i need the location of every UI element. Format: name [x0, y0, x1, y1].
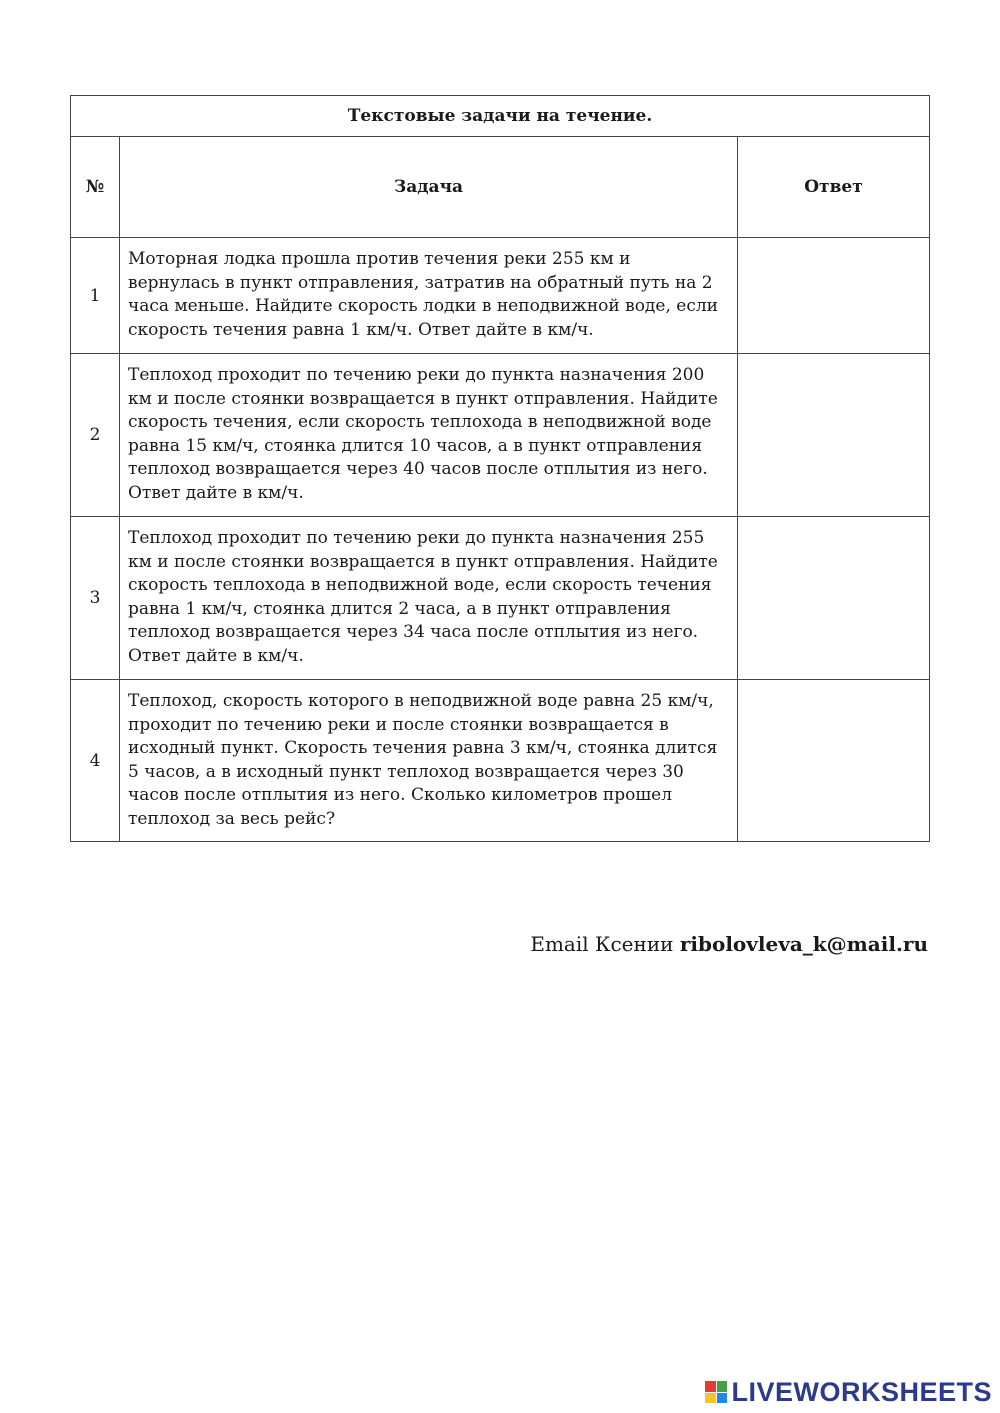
task-text — [120, 680, 738, 842]
task-line: км и после стоянки возвращается в пункт отправления. Найдите — [128, 388, 718, 409]
header-number: № — [71, 137, 120, 238]
task-text — [120, 517, 738, 680]
task-text — [120, 238, 738, 354]
task-line: равна 15 км/ч, стоянка длится 10 часов, а в пункт отправления — [128, 435, 703, 456]
task-line: скорость течения, если скорость теплохода в неподвижной воде — [128, 412, 712, 432]
answer-input-4[interactable] — [738, 751, 929, 771]
task-line: Моторная лодка прошла против течения реки 255 км и — [128, 249, 631, 269]
header-task: Задача — [120, 137, 738, 238]
answer-input-1[interactable] — [738, 286, 929, 306]
task-line: исходный пункт. Скорость течения равна 3 км/ч, стоянка длится — [128, 738, 718, 758]
task-line: теплоход за весь рейс? — [128, 808, 336, 829]
task-line: 5 часов, а в исходный пункт теплоход возвращается через 30 — [128, 761, 684, 782]
task-number: 4 — [71, 680, 120, 842]
logo-tile — [705, 1381, 716, 1392]
task-line: Ответ дайте в км/ч. — [128, 482, 304, 503]
task-line: Ответ дайте в км/ч. — [128, 645, 304, 666]
logo-tile — [705, 1393, 716, 1404]
answer-cell[interactable] — [738, 517, 930, 680]
email-address[interactable]: ribolovleva_k@mail.ru — [679, 932, 928, 956]
task-line: теплоход возвращается через 34 часа после отплытия из него. — [128, 622, 699, 642]
table-row — [71, 517, 930, 680]
liveworksheets-brand[interactable] — [705, 1377, 992, 1407]
logo-tile — [717, 1381, 728, 1392]
table-row — [71, 680, 930, 842]
task-line: Теплоход проходит по течению реки до пункта назначения 200 — [128, 365, 705, 385]
task-line: скорость теплохода в неподвижной воде, если скорость течения — [128, 575, 712, 595]
task-line: часа меньше. Найдите скорость лодки в неподвижной воде, если — [128, 296, 718, 316]
brand-text: LIVEWORKSHEETS — [731, 1376, 992, 1407]
task-number: 3 — [71, 517, 120, 680]
task-number: 1 — [71, 238, 120, 354]
task-line: скорость течения равна 1 км/ч. Ответ дайте в км/ч. — [128, 319, 594, 340]
liveworksheets-logo-icon — [705, 1381, 727, 1403]
task-text — [120, 354, 738, 517]
task-line: проходит по течению реки и после стоянки возвращается в — [128, 714, 669, 735]
task-line: Теплоход, скорость которого в неподвижной воде равна 25 км/ч, — [128, 691, 714, 711]
answer-cell[interactable] — [738, 354, 930, 517]
logo-tile — [717, 1393, 728, 1404]
answer-cell[interactable] — [738, 238, 930, 354]
task-line: км и после стоянки возвращается в пункт отправления. Найдите — [128, 551, 718, 572]
task-line: равна 1 км/ч, стоянка длится 2 часа, а в пункт отправления — [128, 598, 671, 619]
task-line: часов после отплытия из него. Сколько километров прошел — [128, 785, 673, 805]
table-title-row — [71, 96, 930, 137]
author-email-line — [530, 932, 928, 956]
table-title: Текстовые задачи на течение. — [71, 96, 930, 137]
answer-input-2[interactable] — [738, 425, 929, 445]
task-line: теплоход возвращается через 40 часов после отплытия из него. — [128, 459, 708, 479]
email-prefix: Email Ксении — [530, 932, 680, 956]
table-row — [71, 354, 930, 517]
task-number: 2 — [71, 354, 120, 517]
task-line: Теплоход проходит по течению реки до пункта назначения 255 — [128, 528, 705, 548]
table-row — [71, 238, 930, 354]
answer-cell[interactable] — [738, 680, 930, 842]
answer-input-3[interactable] — [738, 588, 929, 608]
task-line: вернулась в пункт отправления, затратив на обратный путь на 2 — [128, 272, 713, 293]
header-answer: Ответ — [738, 137, 930, 238]
table-header-row — [71, 137, 930, 238]
tasks-table — [70, 95, 930, 842]
